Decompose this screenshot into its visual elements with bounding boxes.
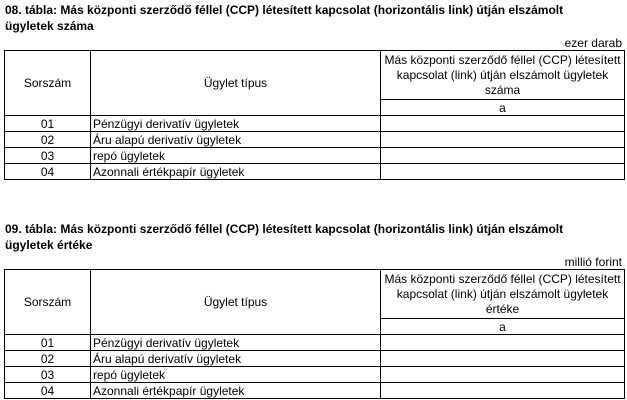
table-section-09 [4,221,624,399]
row-type: Azonnali értékpapír ügyletek [91,164,381,180]
row-number: 02 [5,351,91,367]
row-number: 04 [5,383,91,399]
table-title [4,221,624,253]
row-number: 02 [5,132,91,148]
table-title-line1: 09. tábla: Más központi szerződő féllel (CCP) létesített kapcsolat (horizontális link) útján elszámolt [5,222,564,236]
row-number: 04 [5,164,91,180]
header-ugylet-tipus: Ügylet típus [91,270,381,335]
data-table [4,269,625,399]
unit-label: millió forint [564,255,622,269]
table-row [5,367,625,383]
table-row [5,383,625,399]
row-value-cell[interactable] [381,367,625,383]
table-row [5,164,625,180]
header-col-code: a [381,100,625,116]
header-ugylet-tipus: Ügylet típus [91,51,381,116]
table-row [5,116,625,132]
row-value-cell[interactable] [381,351,625,367]
unit-label: ezer darab [564,36,622,50]
header-col-code: a [381,319,625,335]
header-value: Más központi szerződő féllel (CCP) létesített kapcsolat (link) útján elszámolt ügyletek száma [381,51,625,100]
row-type: repó ügyletek [91,367,381,383]
row-value-cell[interactable] [381,335,625,351]
row-type: Áru alapú derivatív ügyletek [91,351,381,367]
row-type: Pénzügyi derivatív ügyletek [91,335,381,351]
table-title-line2: ügyletek száma [5,19,94,33]
row-type: Pénzügyi derivatív ügyletek [91,116,381,132]
table-row [5,335,625,351]
table-title [4,2,624,34]
table-section-08 [4,2,624,180]
header-sorszam: Sorszám [5,270,91,335]
row-value-cell[interactable] [381,116,625,132]
row-type: Áru alapú derivatív ügyletek [91,132,381,148]
row-value-cell[interactable] [381,148,625,164]
header-sorszam: Sorszám [5,51,91,116]
row-value-cell[interactable] [381,132,625,148]
table-row [5,148,625,164]
table-title-line2: ügyletek értéke [5,238,93,252]
table-title-line1: 08. tábla: Más központi szerződő féllel (CCP) létesített kapcsolat (horizontális link) útján elszámolt [5,3,564,17]
header-value: Más központi szerződő féllel (CCP) létesített kapcsolat (link) útján elszámolt ügyletek értéke [381,270,625,319]
row-value-cell[interactable] [381,383,625,399]
data-table [4,50,625,180]
table-row [5,132,625,148]
row-value-cell[interactable] [381,164,625,180]
row-number: 03 [5,148,91,164]
table-row [5,351,625,367]
row-type: repó ügyletek [91,148,381,164]
row-number: 01 [5,116,91,132]
row-type: Azonnali értékpapír ügyletek [91,383,381,399]
row-number: 03 [5,367,91,383]
row-number: 01 [5,335,91,351]
